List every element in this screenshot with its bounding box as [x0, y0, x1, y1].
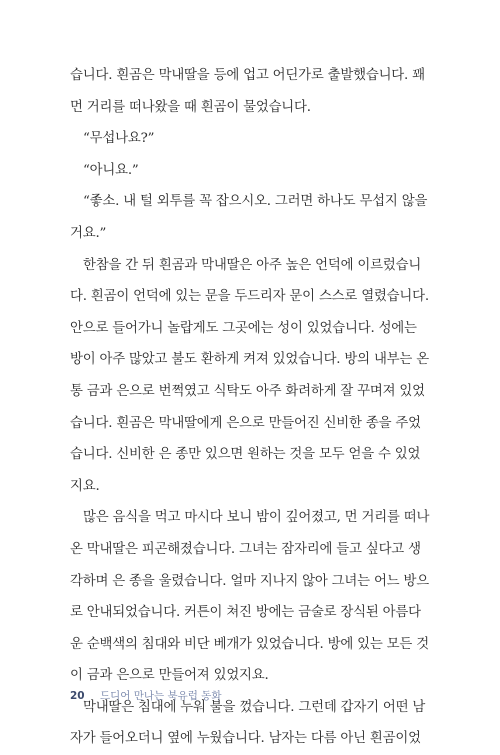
text-line: 각하며 은 종을 울렸습니다. 얼마 지나지 않아 그녀는 어느 방으: [70, 573, 429, 589]
text-line: 거요.”: [70, 225, 107, 241]
page-number: 20: [70, 690, 85, 702]
text-line: 안으로 들어가니 놀랍게도 그곳에는 성이 있었습니다. 성에는: [70, 320, 417, 336]
paragraph-start-line: 한참을 간 뒤 흰곰과 막내딸은 아주 높은 언덕에 이르렀습니: [83, 257, 422, 273]
paragraph-start-line: 많은 음식을 먹고 마시다 보니 밤이 깊어졌고, 먼 거리를 떠나: [83, 510, 430, 526]
text-line: 습니다. 흰곰은 막내딸을 등에 업고 어딘가로 출발했습니다. 꽤: [70, 68, 425, 83]
text-line: 지요.: [70, 478, 100, 494]
text-line: 로 안내되었습니다. 커튼이 쳐진 방에는 금술로 장식된 아름다: [70, 605, 421, 621]
dialogue-line: “무섭나요?”: [83, 131, 155, 147]
text-line: 이 금과 은으로 만들어져 있었지요.: [70, 668, 269, 684]
page-footer: [70, 686, 222, 706]
text-line: 자가 들어오더니 옆에 누웠습니다. 남자는 다름 아닌 흰곰이었: [70, 731, 421, 747]
page-body-text: [70, 60, 430, 755]
text-line: 운 순백색의 침대와 비단 베개가 있었습니다. 방에 있는 모든 것: [70, 636, 429, 652]
text-line: 습니다. 흰곰은 막내딸에게 은으로 만들어진 신비한 종을 주었: [70, 415, 421, 431]
paragraph-start-line: 막내딸은 침대에 누워 불을 껐습니다. 그런데 갑자기 어떤 남: [83, 699, 426, 715]
text-line: 다. 흰곰이 언덕에 있는 문을 두드리자 문이 스스로 열렸습니다.: [70, 289, 429, 305]
running-book-title: 드디어 만나는 북유럽 동화: [99, 690, 222, 702]
text-line: 습니다. 신비한 은 종만 있으면 원하는 것을 모두 얻을 수 있었: [70, 447, 421, 463]
dialogue-line: “좋소. 내 털 외투를 꼭 잡으시오. 그러면 하나도 무섭지 않을: [83, 194, 428, 210]
text-line: 방이 아주 많았고 불도 환하게 켜져 있었습니다. 방의 내부는 온: [70, 352, 429, 368]
text-line: 온 막내딸은 피곤해졌습니다. 그녀는 잠자리에 들고 싶다고 생: [70, 541, 421, 557]
text-line: 먼 거리를 떠나왔을 때 흰곰이 물었습니다.: [70, 99, 311, 115]
text-line: 통 금과 은으로 번쩍였고 식탁도 아주 화려하게 잘 꾸며져 있었: [70, 383, 425, 399]
dialogue-line: “아니요.”: [83, 162, 139, 178]
